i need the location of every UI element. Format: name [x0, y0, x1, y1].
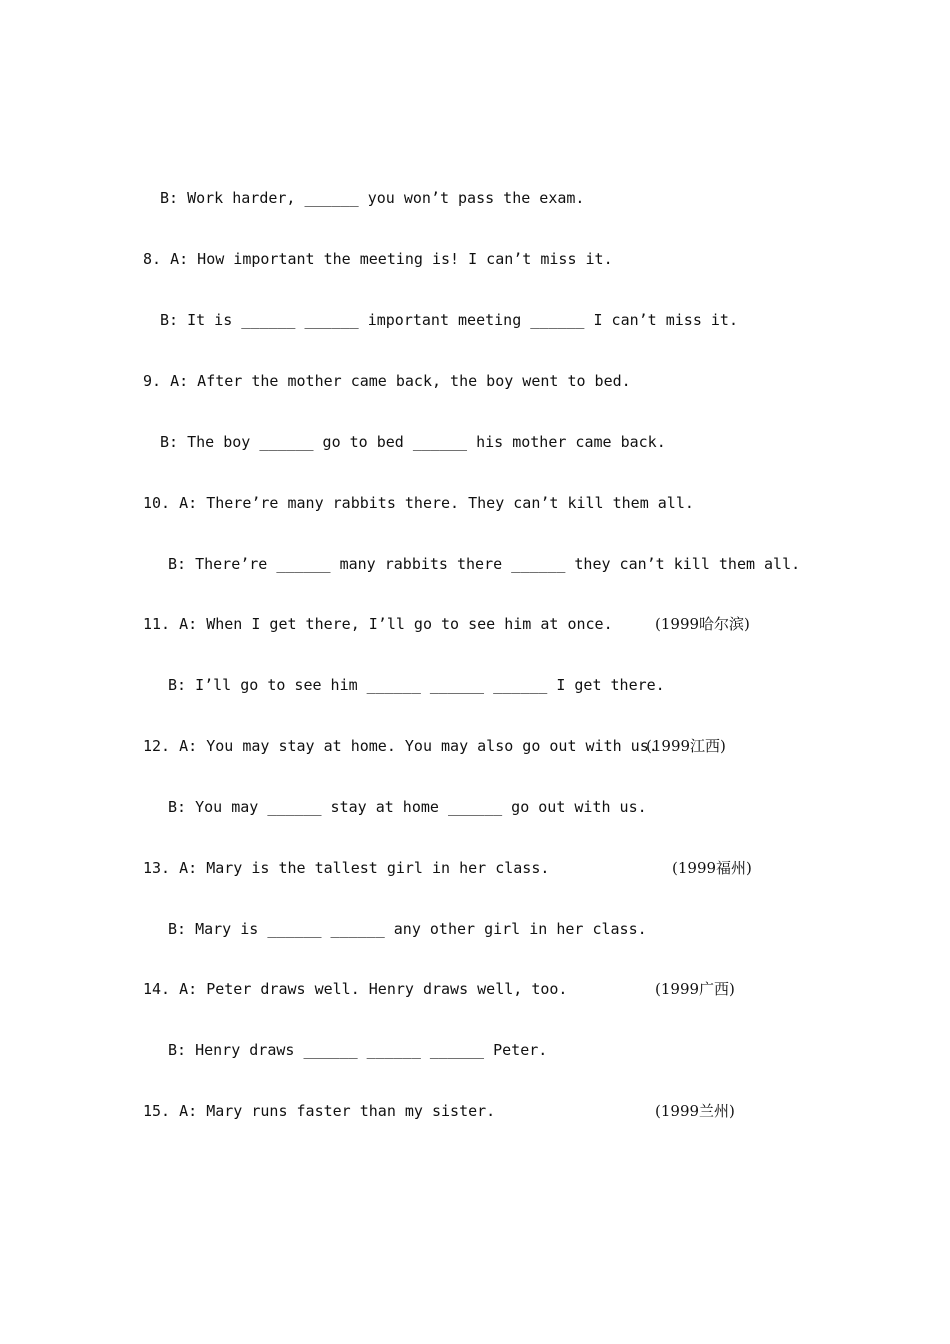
question-line-14a: 14. A: Peter draws well. Henry draws well, too.	[143, 980, 568, 998]
source-label-11: (1999哈尔滨)	[655, 615, 750, 633]
question-line-13a: 13. A: Mary is the tallest girl in her class.	[143, 859, 550, 877]
source-label-14: (1999广西)	[655, 980, 735, 998]
question-line-11a: 11. A: When I get there, I’ll go to see him at once.	[143, 615, 613, 633]
answer-line-14b: B: Henry draws ______ ______ ______ Peter.	[168, 1041, 548, 1059]
source-label-15: (1999兰州)	[655, 1102, 735, 1120]
answer-line-7b: B: Work harder, ______ you won’t pass the exam.	[160, 189, 585, 207]
answer-line-8b: B: It is ______ ______ important meeting ______ I can’t miss it.	[160, 311, 738, 329]
answer-line-12b: B: You may ______ stay at home ______ go out with us.	[168, 798, 647, 816]
answer-line-11b: B: I’ll go to see him ______ ______ ______ I get there.	[168, 676, 665, 694]
question-line-10a: 10. A: There’re many rabbits there. They can’t kill them all.	[143, 494, 694, 512]
source-label-13: (1999福州)	[672, 859, 752, 877]
answer-line-13b: B: Mary is ______ ______ any other girl in her class.	[168, 920, 647, 938]
question-line-9a: 9. A: After the mother came back, the boy went to bed.	[143, 372, 631, 390]
question-line-12a: 12. A: You may stay at home. You may also go out with us.	[143, 737, 658, 755]
source-label-12: (1999江西)	[646, 737, 726, 755]
question-line-8a: 8. A: How important the meeting is! I can’t miss it.	[143, 250, 613, 268]
answer-line-10b: B: There’re ______ many rabbits there ______ they can’t kill them all.	[168, 555, 801, 573]
question-line-15a: 15. A: Mary runs faster than my sister.	[143, 1102, 496, 1120]
answer-line-9b: B: The boy ______ go to bed ______ his mother came back.	[160, 433, 666, 451]
